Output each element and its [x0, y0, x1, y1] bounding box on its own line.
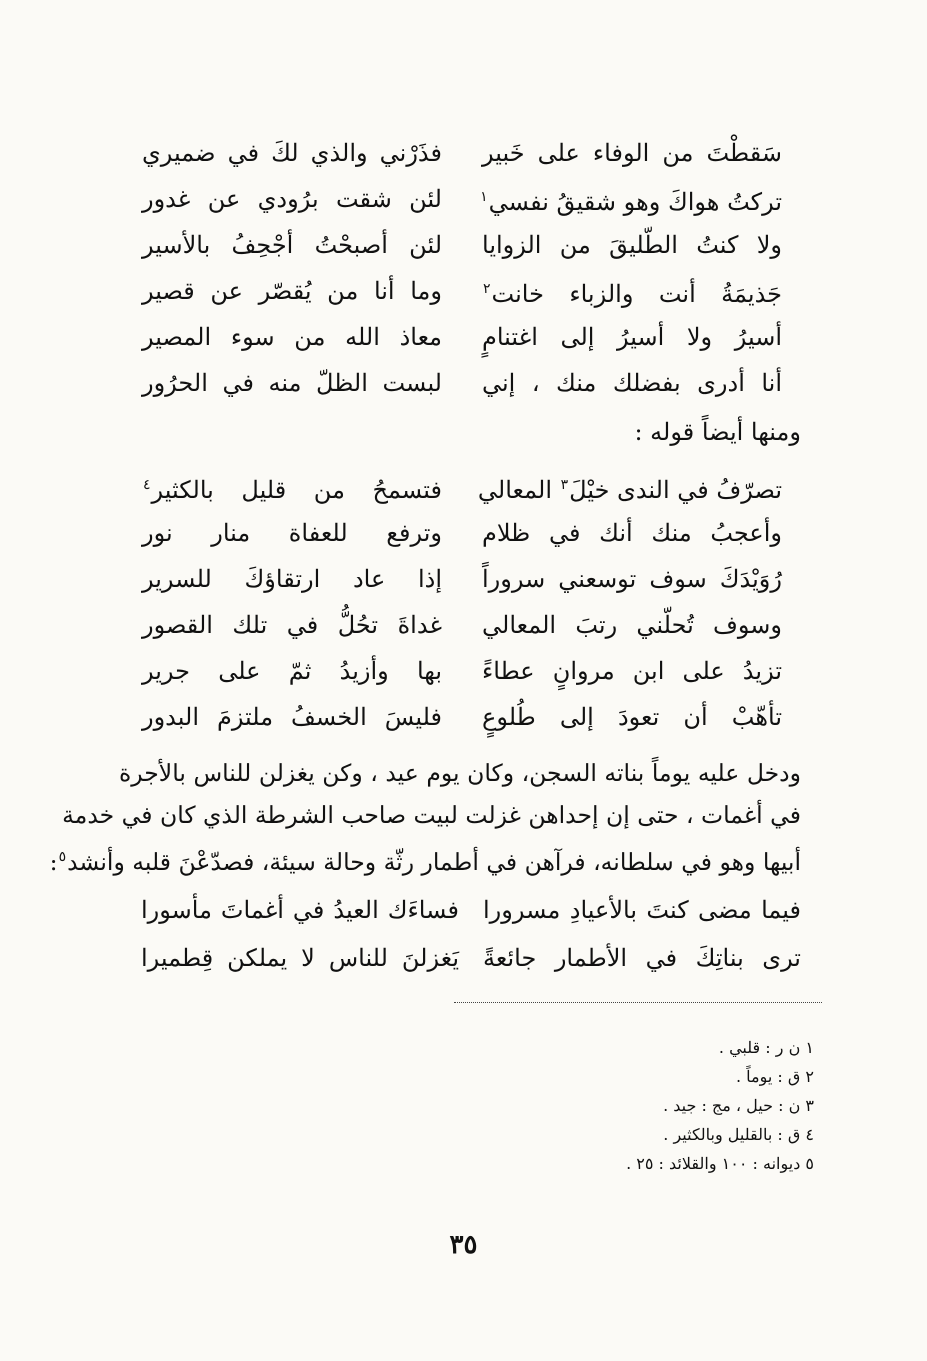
first-hemistich: ولا كنتُ الطّليقَ من الزوايا	[482, 231, 782, 259]
verse-line	[142, 648, 782, 694]
hemistich-text: فتسمحُ من قليل بالكثير	[151, 475, 442, 504]
second-hemistich: بها وأزيدُ ثمّ على جرير	[142, 657, 442, 685]
second-hemistich: لئن شقت برُودي عن غدور	[142, 185, 442, 213]
verse-line	[142, 360, 782, 406]
footnote: ٤ ق : بالقليل وبالكثير .	[663, 1125, 814, 1144]
first-hemistich: ترى بناتِكَ في الأطمار جائعةً	[483, 944, 801, 972]
first-hemistich: وأعجبُ منك أنك في ظلام	[482, 519, 782, 547]
prose-text: أبيها وهو في سلطانه، فرآهن في أطمار رثّة وحالة سيئة، فصدّعْنَ قلبه وأنشد	[67, 847, 801, 876]
second-hemistich: وما أنا من يُقصّر عن قصير	[142, 277, 442, 305]
prose-line: في أغمات ، حتى إن إحداهن غزلت لبيت صاحب الشرطة الذي كان في خدمة	[62, 801, 801, 829]
second-hemistich: لبست الظلّ منه في الحرُور	[142, 369, 442, 397]
hemistich-text: تركتُ هواكَ وهو شقيقُ نفسي	[488, 187, 782, 216]
footnote: ١ ن ر : قلبي .	[718, 1038, 814, 1057]
first-hemistich: سَقطْتَ من الوفاء على خَبير	[482, 139, 782, 167]
footnote-marker: ١	[480, 188, 488, 205]
intro-line: ومنها أيضاً قوله :	[634, 418, 801, 446]
poem-block-3	[141, 886, 801, 982]
footnote-marker: ٣	[560, 476, 569, 493]
first-hemistich	[482, 266, 782, 317]
prose-line: ودخل عليه يوماً بناته السجن، وكان يوم عيد ، وكن يغزلن للناس بالأجرة	[119, 759, 801, 787]
footnote: ٥ ديوانه : ١٠٠ والقلائد : ٢٥ .	[626, 1154, 814, 1173]
hemistich-text: تصرّفُ في الندى خيْلَ	[569, 475, 782, 504]
second-hemistich: يَغزلنَ للناس لا يملكن قِطميرا	[141, 944, 459, 972]
first-hemistich	[477, 462, 782, 513]
second-hemistich: فذَرْني والذي لكَ في ضميري	[142, 139, 442, 167]
footnote: ٣ ن : حيل ، مج : جيد .	[663, 1096, 814, 1115]
footnote-marker: ٢	[483, 280, 491, 297]
second-hemistich: إذا عاد ارتقاؤكَ للسرير	[142, 565, 442, 593]
first-hemistich: تزيدُ على ابن مروانٍ عطاءً	[482, 657, 782, 685]
verse-line	[142, 176, 782, 222]
second-hemistich: معاذ الله من سوء المصير	[142, 323, 442, 351]
verse-line	[141, 934, 801, 982]
footnote-divider	[454, 1002, 822, 1003]
second-hemistich: فليسَ الخسفُ ملتزمَ البدور	[142, 703, 442, 731]
hemistich-text: جَذيمَةُ أنت والزباء خانت	[491, 279, 782, 308]
verse-line	[142, 556, 782, 602]
second-hemistich: وترفع للعفاة منار نور	[142, 519, 442, 547]
poem-block-1	[142, 130, 782, 406]
verse-line	[142, 510, 782, 556]
verse-line	[142, 602, 782, 648]
second-hemistich: لئن أصبحْتُ أجْحِفُ بالأسير	[142, 231, 442, 259]
verse-line	[141, 886, 801, 934]
hemistich-text: المعالي	[477, 475, 552, 504]
verse-line	[142, 464, 782, 510]
verse-line	[142, 222, 782, 268]
page-number: ٣٥	[449, 1230, 478, 1260]
first-hemistich	[482, 174, 782, 225]
second-hemistich: غداةَ تحُلُّ في تلك القصور	[142, 611, 442, 639]
prose-colon: :	[49, 847, 58, 876]
first-hemistich: فيما مضى كنتَ بالأعيادِ مسرورا	[483, 896, 801, 924]
verse-line	[142, 268, 782, 314]
first-hemistich: وسوف تُحلّني رتبَ المعالي	[482, 611, 782, 639]
first-hemistich: رُوَيْدَكَ سوف توسعني سروراً	[482, 565, 782, 593]
verse-line	[142, 130, 782, 176]
footnote: ٢ ق : يوماً .	[736, 1067, 814, 1086]
second-hemistich	[142, 462, 442, 513]
first-hemistich: أسيرُ ولا أسيرُ إلى اغتنامٍ	[482, 323, 782, 351]
poem-block-2	[142, 464, 782, 740]
footnote-marker: ٤	[143, 476, 151, 493]
first-hemistich: أنا أدرى بفضلك منك ، إني	[482, 369, 782, 397]
prose-paragraph	[49, 752, 801, 878]
second-hemistich: فساءَك العيدُ في أغماتَ مأسورا	[141, 896, 459, 924]
footnotes	[626, 1033, 814, 1178]
first-hemistich: تأهّبْ أن تعودَ إلى طُلوعٍ	[482, 703, 782, 731]
footnote-marker: ٥	[58, 849, 67, 865]
verse-line	[142, 694, 782, 740]
verse-line	[142, 314, 782, 360]
prose-line	[49, 836, 801, 878]
